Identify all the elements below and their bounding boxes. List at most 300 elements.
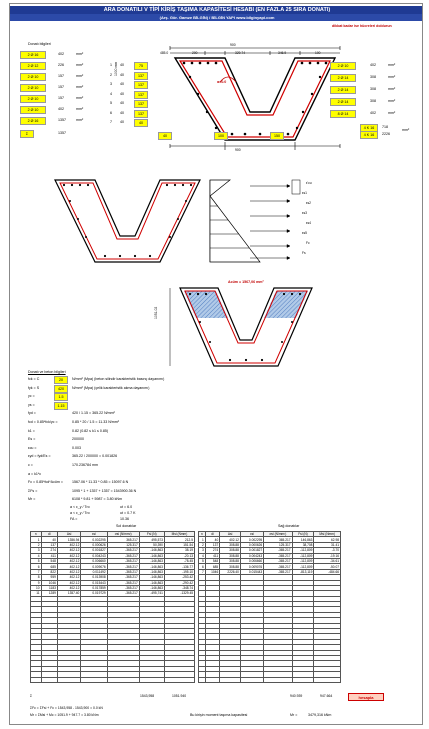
row-cover: 40 [120, 63, 124, 67]
calc-key: fyd = [28, 411, 36, 416]
row-cover: 40 [120, 110, 124, 115]
calc-text: 6108 * 9.81 + 5987 = 3.80 kNm [72, 497, 122, 502]
table-cell: -195.10 [164, 569, 194, 574]
table-cell: 274 [205, 548, 219, 553]
table-cell: -146,863 [139, 585, 164, 590]
table-cell: 40 [41, 537, 57, 542]
calc-key: c = [28, 463, 33, 467]
total-label: Σ [20, 130, 34, 138]
table-cell: 0.009076 [81, 564, 107, 569]
table-header: di [205, 532, 219, 537]
table-right-total-ms: 947.664 [320, 694, 333, 698]
row-index: 5 [110, 101, 112, 105]
table-cell: -365.217 [107, 575, 139, 580]
calc-text: 1567.06 * 11.33 * 0.85 = 15097.6 N [72, 480, 129, 485]
table-cell: 7 [31, 569, 42, 574]
table-cell: 5 [31, 558, 42, 563]
table-cell: 31.41 [314, 542, 341, 547]
table-cell: 1 [199, 537, 206, 542]
extra-rebar-input[interactable]: 4 K 16 [360, 124, 378, 132]
table-cell: 308.88 [220, 558, 241, 563]
rebar-input[interactable]: 2 Ø 10 [20, 73, 46, 81]
empty-cell [292, 677, 314, 682]
dim-segment: 200 [192, 51, 198, 55]
table-cell: -146,863 [139, 553, 164, 558]
table-cell: -253.42 [164, 575, 194, 580]
acum-label: Acüm = 1567,06 mm² [228, 280, 264, 284]
calc-input[interactable]: 1.5 [54, 393, 68, 401]
table-cell: 548 [205, 558, 219, 563]
table-header: εsi [81, 532, 107, 537]
strain-label: ε'cu [306, 181, 312, 185]
table-cell: -365.217 [264, 548, 292, 553]
table-cell: -146,863 [139, 569, 164, 574]
table-cell: 0.006660 [81, 558, 107, 563]
footer-line-1: ΣFc = ΣFsi + Fc = 1543,958 - 1543,900 = 0.0 kN [30, 706, 103, 710]
table-cell: 685 [41, 564, 57, 569]
rebar-unit-right: mm² [388, 99, 396, 103]
row-cover: 40 [120, 91, 124, 96]
table-cell: -50.07 [314, 564, 341, 569]
table-cell: 38,708 [292, 542, 314, 547]
table-cell: 402.12 [57, 548, 80, 553]
rebar-area: 402 [58, 107, 64, 111]
table-cell: -365.217 [107, 548, 139, 553]
table-cell: 8 [31, 575, 42, 580]
table-header: Fsi (N) [139, 532, 164, 537]
table-cell: 62.98 [314, 537, 341, 542]
results-table-right [198, 531, 341, 683]
dim-segment: 100 [315, 51, 321, 55]
table-header: Fsi (N) [292, 532, 314, 537]
table-cell: -365.217 [264, 553, 292, 558]
calc-key: Fc = 0.85*fcd*Acüm = [28, 480, 63, 485]
strain-label: Fc [306, 241, 310, 245]
row-index: 4 [110, 91, 112, 96]
calc-text: 1095 * 1 + 1357 + 1357 = 1543900.36 N [72, 488, 137, 493]
empty-cell [220, 677, 241, 682]
table-left-total-ms: 1051.940 [172, 694, 187, 698]
table-cell: 402.12 [220, 537, 241, 542]
table-cell: 40 [205, 537, 219, 542]
table-right-caption: Sağ donatılar [278, 524, 300, 528]
row-distance-input[interactable]: 137 [134, 100, 148, 108]
rebar-unit-right: mm² [388, 111, 396, 115]
footer-line-2: Mr = ΣMsi + Mc = 1051.9 + 947.7 = 3.80 kNm [30, 713, 99, 717]
table-cell: -495,741 [139, 591, 164, 596]
table-cell: -290.42 [164, 580, 194, 585]
table-cell: -348.74 [164, 585, 194, 590]
rebar-input[interactable]: 2 Ø 10 [20, 95, 46, 103]
row-distance-input[interactable]: 75 [134, 62, 148, 70]
empty-row [199, 677, 341, 682]
table-cell: 548 [41, 558, 57, 563]
rebar-unit-right: mm² [388, 87, 396, 91]
table-cell: -365.217 [107, 569, 139, 574]
calc-text: N/mm² (Mpa) (çelik karakteristik akma dayanımı) [72, 385, 150, 390]
table-cell: -34.61 [314, 558, 341, 563]
table-header: n [31, 532, 42, 537]
table-cell: 308.88 [220, 548, 241, 553]
table-cell: -365.217 [107, 585, 139, 590]
angle-label: α=0.0 [217, 80, 227, 84]
table-cell: -365.217 [107, 558, 139, 563]
rebar-area-right: 308 [370, 99, 376, 103]
rebar-unit: mm² [76, 118, 84, 122]
table-cell: 685 [205, 564, 219, 569]
table-cell: -365.217 [264, 558, 292, 563]
table-cell: 4 [31, 553, 42, 558]
table-cell: -19.16 [314, 553, 341, 558]
table-cell: 1356.94 [57, 537, 80, 542]
table-cell: 0.017859 [81, 585, 107, 590]
rebar-input[interactable]: 2 Ø 16 [20, 117, 46, 125]
calc-key: fcd = 0.85*fck/γc = [28, 420, 58, 424]
check-value: ut = 0.7 K [120, 511, 136, 515]
b3-input[interactable]: 150 [270, 132, 284, 140]
row-index: 7 [110, 120, 112, 124]
rebar-area-right: 308 [370, 87, 376, 91]
table-header: Asi [57, 532, 80, 537]
table-cell: -365.217 [264, 569, 292, 574]
table-cell: -484.66 [314, 569, 341, 574]
table-cell: -146,863 [139, 558, 164, 563]
strain-diagram [50, 176, 310, 266]
table-left-total-label: Σ [30, 694, 33, 698]
table-cell: 402.12 [57, 585, 80, 590]
table-cell: -112,809 [292, 564, 314, 569]
row-cover: 40 [120, 101, 124, 105]
table-cell: -365.217 [107, 564, 139, 569]
table-cell: 2226.40 [220, 569, 241, 574]
b2-input[interactable]: 100 [214, 132, 228, 140]
table-cell: 274 [41, 548, 57, 553]
table-cell: 0.004243 [240, 553, 263, 558]
calc-text: N/mm² (Mpa) (beton silindir karakteristik basınç dayanımı) [72, 377, 165, 381]
row-distance-input[interactable]: 137 [134, 91, 148, 99]
table-header: n [199, 532, 206, 537]
table-cell: 125.317 [107, 542, 139, 547]
table-cell: 411 [41, 553, 57, 558]
dim-segment: 485.0 [160, 51, 169, 55]
table-cell: -136.77 [164, 564, 194, 569]
spreadsheet-sheet [9, 3, 423, 725]
table-cell: 402.12 [57, 569, 80, 574]
table-cell: -78.45 [164, 558, 194, 563]
b1-input[interactable]: 40 [158, 132, 172, 140]
table-cell: 402.12 [57, 580, 80, 585]
rebar-area: 226 [58, 63, 64, 67]
table-cell: 0.006660 [240, 558, 263, 563]
strain-label: εs2 [306, 201, 311, 205]
row-index: 1 [110, 63, 112, 67]
rebar-unit: mm² [76, 107, 84, 111]
rebar-unit: mm² [76, 63, 84, 67]
calc-input[interactable]: 420 [54, 385, 68, 393]
row-distance-input[interactable]: 137 [134, 72, 148, 80]
rebar-input[interactable]: 2 Ø 16 [20, 51, 46, 59]
fill-note: dikkat kadar ise hücreleri doldurun [332, 24, 392, 28]
table-cell: 137 [205, 542, 219, 547]
table-cell: -365.217 [107, 553, 139, 558]
row-cover: 40 [120, 82, 124, 86]
table-header: σsi (N/mm²) [107, 532, 139, 537]
table-cell: 959 [41, 575, 57, 580]
strain-label: εs3 [302, 211, 307, 215]
rebar-input-right[interactable]: 2 Ø 14 [330, 74, 356, 82]
check-key: a < ε_y / Tro [70, 511, 90, 515]
calc-text: 0.85 * 20 / 1.5 = 11.33 N/mm² [72, 420, 119, 424]
table-header: σsi (N/mm²) [264, 532, 292, 537]
rebar-unit: mm² [76, 74, 84, 78]
table-cell: -813,119 [292, 569, 314, 574]
rebar-input-right[interactable]: 2 Ø 10 [330, 62, 356, 70]
empty-cell [107, 677, 139, 682]
table-cell: 38.19 [164, 548, 194, 553]
page-title: ARA DONATILI V TİPİ KİRİŞ TAŞIMA KAPASİTESİ HESABI (EN FAZLA 25 SIRA DONATI) [10, 6, 423, 14]
table-cell: -365.217 [264, 564, 292, 569]
table-header: di [41, 532, 57, 537]
table-cell: 10 [31, 585, 42, 590]
table-cell: 308.88 [220, 542, 241, 547]
table-cell: 0.001827 [81, 548, 107, 553]
rebar-input-right[interactable]: 2 Ø 14 [330, 98, 356, 106]
empty-cell [199, 677, 206, 682]
table-cell: 6 [199, 564, 206, 569]
rebar-unit-right: mm² [388, 63, 396, 67]
calc-key: k1 = [28, 428, 35, 433]
table-header: Msi (Nmm) [314, 532, 341, 537]
rebar-area: 157 [58, 85, 64, 89]
table-cell: 402.12 [57, 553, 80, 558]
table-cell: 0.000626 [81, 542, 107, 547]
table-cell: 365.217 [264, 537, 292, 542]
rebar-unit: mm² [76, 52, 84, 56]
table-header: εsi [240, 532, 263, 537]
calc-key: Es = [28, 437, 36, 442]
rebar-area: 157 [58, 96, 64, 100]
calc-key: εcu = [28, 445, 37, 450]
table-cell: 1183 [41, 585, 57, 590]
table-cell: 3 [199, 548, 206, 553]
table-cell: -146,863 [139, 564, 164, 569]
extra-rebar-area: 2226 [382, 132, 390, 136]
empty-cell [164, 677, 194, 682]
extra-rebar-input[interactable]: 4 K 16 [360, 131, 378, 139]
table-left-total-fs: 1543,958 [140, 694, 155, 698]
table-cell: -146,863 [139, 575, 164, 580]
table-cell: 822 [41, 569, 57, 574]
table-cell: 11 [31, 591, 42, 596]
result-value: 3479,316 kNm [308, 713, 332, 717]
table-cell: -1329.45 [164, 591, 194, 596]
table-cell: -146,863 [139, 580, 164, 585]
rebar-area-right: 308 [370, 75, 376, 79]
dim-segment: 346.9 [278, 51, 287, 55]
compression-zone-drawing [160, 282, 330, 370]
total-area: 1357 [58, 131, 66, 135]
row-index: 3 [110, 82, 112, 86]
result-key: Mr = [290, 713, 298, 717]
table-cell: -20.13 [164, 553, 194, 558]
table-cell: 411 [205, 553, 219, 558]
rebar-input-right[interactable]: 2 Ø 14 [330, 86, 356, 94]
strain-label: Fs [302, 251, 306, 255]
table-cell: -365.217 [107, 580, 139, 585]
table-cell: 0.002295 [81, 537, 107, 542]
table-cell: 2 [199, 542, 206, 547]
top-total-dim: 900 [230, 43, 236, 47]
rebar-area-right: 402 [370, 63, 376, 67]
table-cell: 5 [199, 558, 206, 563]
calc-text: 365.22 / 200000 = 0.001826 [72, 454, 118, 459]
table-cell: 0.015443 [240, 569, 263, 574]
table-cell: 0.019729 [81, 591, 107, 596]
calc-key: εyd = fyd/Es = [28, 454, 51, 459]
empty-cell [139, 677, 164, 682]
table-cell: 0.009076 [240, 564, 263, 569]
table-cell: 308.88 [220, 564, 241, 569]
row-cover: 40 [120, 120, 124, 124]
calc-text: 170.236784 mm [72, 463, 98, 467]
table-cell: 402.12 [57, 558, 80, 563]
table-header: Asi [220, 532, 241, 537]
table-cell: 0.002295 [240, 537, 263, 542]
calc-key: fck = C [28, 377, 40, 381]
table-right-total-fs: 940.939 [290, 694, 303, 698]
rebar-input[interactable]: 2 Ø 10 [20, 106, 46, 114]
rebar-input[interactable]: 2 Ø 12 [20, 62, 46, 70]
table-cell: 125.317 [264, 542, 292, 547]
check-value: 10.36 [120, 517, 129, 521]
empty-cell [240, 677, 263, 682]
hesapla-button[interactable]: hesapla [348, 693, 384, 701]
rebar-unit: mm² [76, 96, 84, 100]
table-cell: 365.217 [107, 537, 139, 542]
table-cell: 0.011492 [81, 569, 107, 574]
table-cell: 3 [31, 548, 42, 553]
table-cell: 308.88 [220, 553, 241, 558]
table-cell: 402.12 [57, 575, 80, 580]
table-cell: 50,390 [139, 542, 164, 547]
empty-cell [314, 677, 341, 682]
table-cell: 9 [31, 580, 42, 585]
table-cell: -3.70 [314, 548, 341, 553]
compression-height-label: 1051.02 [154, 306, 158, 319]
table-cell: -146,863 [139, 548, 164, 553]
table-cell: 0.015443 [81, 580, 107, 585]
rebar-unit: mm² [76, 85, 84, 89]
left-inputs-heading: Donatı bilgileri [28, 42, 51, 46]
row-distance-input[interactable]: 40 [134, 119, 148, 127]
table-cell: 146,863 [292, 537, 314, 542]
rebar-area: 1357 [58, 118, 66, 122]
row-cover: 40 [120, 72, 124, 77]
calc-input[interactable]: 20 [54, 376, 68, 384]
extra-rebar-area: 718 [382, 125, 388, 129]
row-index: 6 [110, 110, 112, 115]
strain-label: εs4 [306, 221, 311, 225]
table-cell: 402.12 [57, 542, 80, 547]
table-cell: 0.013908 [81, 575, 107, 580]
calc-heading: Donatı ve beton bilgileri [28, 370, 66, 374]
row-index: 2 [110, 72, 112, 77]
rebar-area: 402 [58, 52, 64, 56]
calc-text: 0.003 [72, 445, 81, 450]
table-cell: 0.001827 [240, 548, 263, 553]
bottom-total-dim: 900 [235, 148, 241, 152]
rebar-area-right: 402 [370, 111, 376, 115]
strain-label: εs5 [302, 231, 307, 235]
calc-text: 0.82 (0.82 ≤ k1 ≤ 0.85) [72, 428, 109, 433]
calc-text: 200000 [72, 437, 84, 442]
table-cell: 1357.40 [57, 591, 80, 596]
check-value: ut = 6.0 [120, 505, 133, 509]
table-cell: -112,809 [292, 553, 314, 558]
table-header: Msi (Nmm) [164, 532, 194, 537]
empty-cell [41, 677, 57, 682]
extra-rebar-unit: mm² [402, 128, 410, 132]
calc-key: Mr = [28, 497, 36, 502]
rebar-input-right[interactable]: 8 Ø 14 [330, 110, 356, 118]
empty-cell [57, 677, 80, 682]
table-cell: 137 [41, 542, 57, 547]
table-cell: 7 [199, 569, 206, 574]
table-cell: -112,809 [292, 558, 314, 563]
calc-text: 420 / 1.15 = 365.22 N/mm² [72, 411, 115, 416]
table-cell: 1046 [205, 569, 219, 574]
table-cell: -112,809 [292, 548, 314, 553]
calc-key: ΣFs = [28, 488, 38, 493]
table-cell: 1046 [41, 580, 57, 585]
page-subtitle: (Arş. Gör. Gamze BİLGİN) / BİLGİN YAPI www.bilginyapi.com [10, 14, 423, 21]
calc-key: fyk = S [28, 385, 40, 390]
strain-label: εs1 [302, 191, 307, 195]
calc-key: a = k1*c [28, 471, 42, 476]
empty-row [31, 677, 195, 682]
table-cell: 0.004243 [81, 553, 107, 558]
table-cell: 495,573 [139, 537, 164, 542]
height-dim-label: 1000 mm [114, 61, 118, 76]
empty-cell [205, 677, 219, 682]
empty-cell [81, 677, 107, 682]
table-cell: 0.000626 [240, 542, 263, 547]
row-distance-input[interactable]: 137 [134, 81, 148, 89]
table-cell: -365.217 [107, 591, 139, 596]
table-cell: 1 [31, 537, 42, 542]
table-cell: 1289 [41, 591, 57, 596]
results-table-left [30, 531, 195, 683]
table-left-caption: Sol donatılar [116, 524, 137, 528]
calc-input[interactable]: 1.15 [54, 402, 68, 410]
v-section-drawing [150, 42, 350, 152]
result-label: Bu kirişin moment taşıma kapasitesi [190, 713, 248, 717]
table-cell: 2 [31, 542, 42, 547]
table-cell: 4 [199, 553, 206, 558]
dim-segment: 329.74 [235, 51, 246, 55]
row-distance-input[interactable]: 137 [134, 110, 148, 118]
check-key: a < ε_y / Tro [70, 505, 90, 509]
calc-key: γs = [28, 402, 35, 407]
rebar-unit-right: mm² [388, 75, 396, 79]
check-key: FA = [70, 517, 78, 521]
table-cell: 212.5 [164, 537, 194, 542]
table-cell: 151.54 [164, 542, 194, 547]
table-cell: 6 [31, 564, 42, 569]
rebar-area: 157 [58, 74, 64, 78]
rebar-input[interactable]: 2 Ø 10 [20, 84, 46, 92]
calc-key: γc = [28, 394, 35, 399]
